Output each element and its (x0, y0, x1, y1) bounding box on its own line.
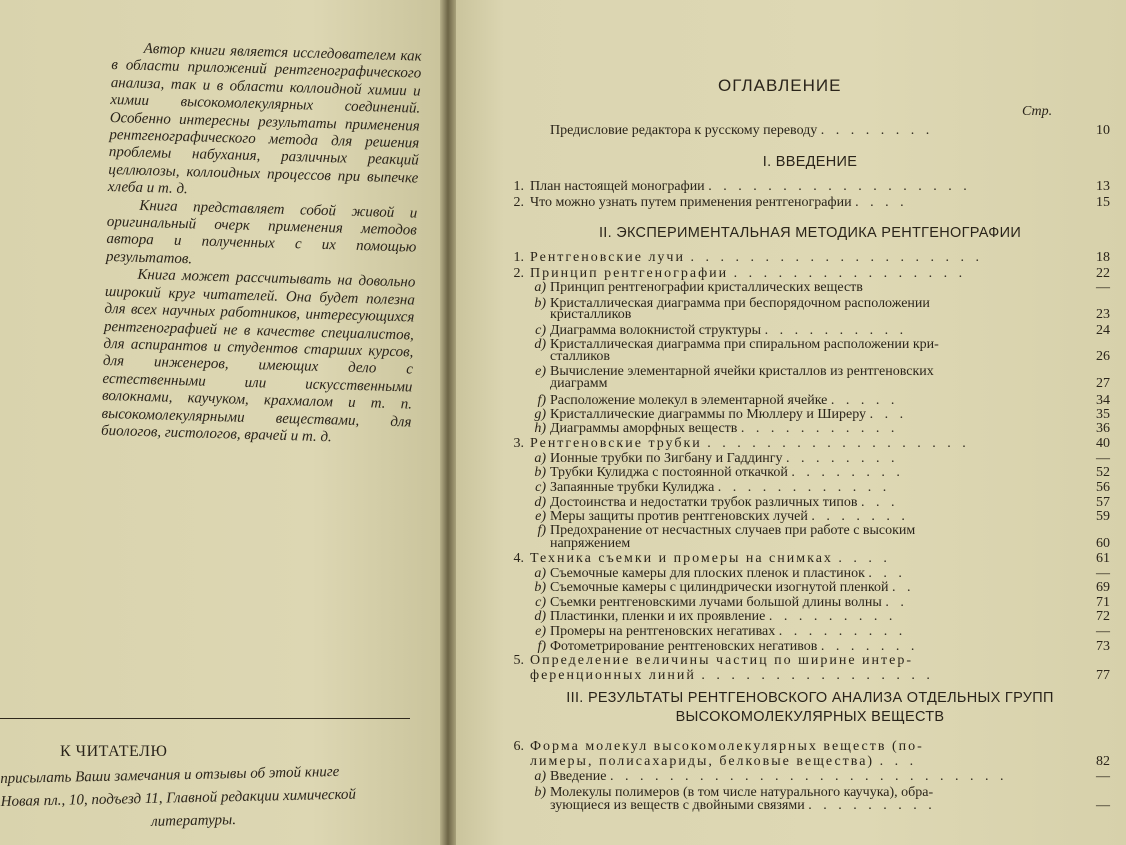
toc-entry-title: лимеры, полисахариды, белковые вещества) . . . (530, 754, 918, 769)
toc-entry-page: — (1096, 566, 1110, 581)
toc-entry-page: 36 (1096, 421, 1110, 436)
toc-entry-page: 71 (1096, 595, 1110, 610)
toc-entry-page: — (1096, 798, 1110, 813)
toc-title: ОГЛАВЛЕНИЕ (718, 76, 842, 95)
toc-entry-number: 6. (513, 739, 524, 754)
reader-note (0, 759, 421, 837)
page-column-label: Стр. (1022, 104, 1053, 119)
section-heading: II. ЭКСПЕРИМЕНТАЛЬНАЯ МЕТОДИКА РЕНТГЕНОГРАФИИ (598, 225, 1022, 241)
toc-entry (510, 667, 1110, 684)
toc-entry-page: 24 (1096, 323, 1110, 338)
toc-entry (510, 279, 1110, 296)
toc-entry-page: 56 (1096, 480, 1110, 495)
leader-dots: . . (885, 595, 908, 610)
toc-entry-title: Кристаллическая диаграмма при спиральном расположении кри- (550, 337, 939, 352)
toc-entry-page: — (1096, 451, 1110, 466)
leader-dots: . . . (860, 495, 899, 510)
book-gutter (440, 0, 456, 845)
toc-entry-title: Фотометрирование рентгеновских негативов . . . . . . . (550, 639, 919, 654)
reader-line: Новая пл., 10, подъезд 11, Главной редакции химической (0, 786, 357, 810)
leader-dots: . . . . . . . . (786, 451, 899, 466)
toc-entry-page: 27 (1096, 376, 1110, 391)
toc-entry-page: 61 (1096, 551, 1110, 566)
toc-entry-page: 59 (1096, 509, 1110, 524)
toc-entry-page: 57 (1096, 495, 1110, 510)
toc-entry (510, 797, 1110, 814)
toc-entry-number: e) (535, 364, 546, 379)
toc-entry-number: 2. (513, 266, 524, 281)
toc-entry-title: кристалликов (550, 307, 632, 322)
toc-entry-number: h) (534, 421, 546, 436)
toc-entry-number: 1. (513, 250, 524, 265)
leader-dots: . . . . . . . . . (768, 609, 897, 624)
toc-entry-page: 23 (1096, 307, 1110, 322)
toc-entry-title: Кристаллическая диаграмма при беспорядочном расположении (550, 296, 930, 311)
section-heading: ВЫСОКОМОЛЕКУЛЯРНЫХ ВЕЩЕСТВ (675, 709, 945, 725)
toc-entry-title: Вычисление элементарной ячейки кристаллов из рентгеновских (550, 364, 934, 379)
toc-entry-number: f) (537, 639, 546, 654)
reader-line: присылать Ваши замечания и отзывы об этой книге (0, 763, 340, 787)
toc-entry-title: Съемки рентгеновскими лучами большой длины волны . . (550, 595, 908, 610)
leader-dots: . . . . . . . . . . (764, 323, 908, 338)
toc-entry-page: — (1096, 769, 1110, 784)
toc-entry (510, 306, 1110, 323)
toc-entry-page: 13 (1096, 179, 1110, 194)
toc-entry-number: a) (534, 451, 546, 466)
section-heading: I. ВВЕДЕНИЕ (762, 154, 858, 170)
description-paragraph: Книга может рассчитывать на довольно широкий круг читателей. Она будет полезна для всех научных работников, интересующихся рентгенографией не в качестве специалистов, для аспирантов и студентов старших курсов, для инженеров, имеющих дело с естественными или искусственными волокнами, каучуком, крахмалом и т. п. высокомолекулярными веществами, для биологов, гистологов, врачей и т. д. (100, 267, 416, 446)
toc-entry-title: Принцип рентгенографии . . . . . . . . . . . . . . . . (530, 266, 967, 281)
toc-entry-page: 22 (1096, 266, 1110, 281)
reader-heading: К ЧИТАТЕЛЮ (60, 743, 168, 760)
toc-entry-title: Ионные трубки по Зигбану и Гаддингу . . . . . . . . (550, 451, 899, 466)
toc-entry-page: 18 (1096, 250, 1110, 265)
toc-entry-title: сталликов (550, 349, 611, 364)
toc-entry-page: 82 (1096, 754, 1110, 769)
toc-entry-number: d) (534, 609, 546, 624)
toc-entry-page: 69 (1096, 580, 1110, 595)
toc-entry-page: 77 (1096, 668, 1110, 683)
toc-entry-number: 1. (513, 179, 524, 194)
toc-entry-title: Кристаллические диаграммы по Мюллеру и Ширеру . . . (550, 407, 908, 422)
toc-entry-number: 3. (513, 436, 524, 451)
toc-entry-title: Форма молекул высокомолекулярных веществ (по- (530, 739, 924, 754)
toc-entry-title: Рентгеновские трубки . . . . . . . . . . . . . . . . . . (530, 436, 970, 451)
toc-entry-number: 2. (513, 195, 524, 210)
toc-entry-page: 34 (1096, 393, 1110, 408)
toc-entry-number: b) (534, 296, 546, 311)
book-description (101, 40, 422, 449)
divider (0, 718, 410, 719)
left-page (0, 0, 446, 845)
toc-entry-number: d) (534, 337, 546, 352)
toc-entry-title: Промеры на рентгеновских негативах . . . . . . . . . (550, 624, 907, 639)
toc-entry-page: 72 (1096, 609, 1110, 624)
toc-entry-number: c) (535, 323, 546, 338)
toc-entry-page: 52 (1096, 465, 1110, 480)
toc-entry (510, 249, 1110, 266)
toc-entry-page: — (1096, 624, 1110, 639)
leader-dots: . . . . . . . . . (778, 624, 907, 639)
toc-entry-title: Диаграмма волокнистой структуры . . . . . . . . . . (550, 323, 908, 338)
toc-entry-title: Определение величины частиц по ширине интер- (530, 653, 914, 668)
section-heading: III. РЕЗУЛЬТАТЫ РЕНТГЕНОВСКОГО АНАЛИЗА ОТДЕЛЬНЫХ ГРУПП (566, 690, 1054, 706)
toc-entry-page: — (1096, 280, 1110, 295)
toc-entry-page: 73 (1096, 639, 1110, 654)
toc-entry-title: Введение . . . . . . . . . . . . . . . . . . . . . . . . . . . (550, 769, 1008, 784)
leader-dots: . . . . (838, 551, 891, 566)
leader-dots: . . . . . (830, 393, 899, 408)
toc-entry-title: Молекулы полимеров (в том числе натурального каучука), обра- (550, 785, 934, 800)
leader-dots: . . . (879, 754, 918, 769)
toc-entry-title: диаграмм (550, 376, 608, 391)
toc-entry-page: 40 (1096, 436, 1110, 451)
toc-entry-title: Предохранение от несчастных случаев при работе с высоким (550, 523, 916, 538)
toc-entry-title: План настоящей монографии . . . . . . . . . . . . . . . . . . (530, 179, 971, 194)
toc-entry-number: e) (535, 624, 546, 639)
toc-entry-title: Трубки Кулиджа с постоянной откачкой . . . . . . . . (550, 465, 904, 480)
leader-dots: . . . . . . . . . (808, 798, 936, 813)
toc-entry-number: c) (535, 480, 546, 495)
leader-dots: . . (892, 580, 915, 595)
toc-entry-page: 26 (1096, 349, 1110, 364)
toc-entry-page: 15 (1096, 195, 1110, 210)
toc-entry-page: 35 (1096, 407, 1110, 422)
toc-entry (510, 178, 1110, 195)
leader-dots: . . . . . . . . . . . . (717, 480, 891, 495)
toc-entry-title: Что можно узнать путем применения рентгенографии . . . . (530, 195, 908, 210)
leader-dots: . . . (868, 566, 906, 581)
description-paragraph: Книга представляет собой живой и оригинальный очерк применения методов автора и полученных с их помощью результатов. (105, 197, 418, 268)
toc-entry-title: зующиеся из веществ с двойными связями . . . . . . . . . (550, 798, 936, 813)
toc-entry-number: b) (534, 465, 546, 480)
toc-entry-number: 5. (513, 653, 524, 668)
toc-entry-title: Диаграммы аморфных веществ . . . . . . . . . . . (550, 421, 899, 436)
toc-entry (510, 194, 1110, 211)
toc-entry-title: Пластинки, пленки и их проявление . . . . . . . . . (550, 609, 897, 624)
toc-entry-number: d) (534, 495, 546, 510)
toc-entry-number: f) (537, 393, 546, 408)
right-page (450, 0, 1126, 845)
reader-line: литературы. (150, 812, 237, 830)
leader-dots: . . . . . . . . . . . . . . . . . . (708, 179, 971, 194)
toc-entry-title: Расположение молекул в элементарной ячейке . . . . . (550, 393, 899, 408)
toc-entry-title: ференционных линий . . . . . . . . . . . . . . . . (530, 668, 934, 683)
toc-entry-title: Принцип рентгенографии кристаллических веществ (550, 280, 863, 295)
leader-dots: . . . . . . . . . . . . . . . . . . (707, 436, 970, 451)
leader-dots: . . . . . . . . . . . . . . . . . . . . . . . . . . . (609, 769, 1008, 784)
description-paragraph: Автор книги является исследователем как в области приложений рентгенографического анализа, так и в области коллоидной химии и химии высокомолекулярных соединений. Особенно интересны результаты применения рентгенографического метода для решения проблемы набухания, различных реакций целлюлозы, коллоидных процессов при выпечке хлеба и т. д. (107, 40, 422, 198)
toc-entry-number: f) (537, 523, 546, 538)
toc-entry-number: a) (534, 769, 546, 784)
leader-dots: . . . . . . . . (791, 465, 904, 480)
toc-entry (510, 768, 1110, 785)
leader-dots: . . . . . . . . . . . . . . . . . . . . (690, 250, 983, 265)
toc-entry-number: c) (535, 595, 546, 610)
toc-entry-title: Запаянные трубки Кулиджа . . . . . . . . . . . . (550, 480, 891, 495)
toc-entry-number: a) (534, 566, 546, 581)
toc-entry (510, 375, 1110, 392)
toc-preface: Предисловие редактора к русскому переводу . . . . . . . . 10 (550, 123, 1110, 138)
toc-entry-page: 60 (1096, 536, 1110, 551)
leader-dots: . . . . . . . (811, 509, 909, 524)
toc-entry-number: a) (534, 280, 546, 295)
leader-dots: . . . . . . . . . . . (740, 421, 899, 436)
toc-entry-title: Съемочные камеры для плоских пленок и пластинок . . . (550, 566, 906, 581)
toc-entry-number: 4. (513, 551, 524, 566)
toc-entry-title: Рентгеновские лучи . . . . . . . . . . . . . . . . . . . . (530, 250, 983, 265)
toc-entry-title: напряжением (550, 536, 631, 551)
toc-entry-number: e) (535, 509, 546, 524)
toc-entry-number: b) (534, 785, 546, 800)
leader-dots: . . . . (855, 195, 908, 210)
toc-entry-title: Съемочные камеры с цилиндрически изогнутой пленкой . . (550, 580, 915, 595)
toc-entry-title: Меры защиты против рентгеновских лучей . . . . . . . (550, 509, 909, 524)
toc-entry-title: Достоинства и недостатки трубок различных типов . . . (550, 495, 899, 510)
toc-entry-number: g) (534, 407, 546, 422)
toc-entry-number: b) (534, 580, 546, 595)
leader-dots: . . . (869, 407, 908, 422)
leader-dots: . . . . . . . . . . . . . . . . (701, 668, 934, 683)
leader-dots: . . . . . . . (820, 639, 919, 654)
toc-entry-title: Техника съемки и промеры на снимках . . . . (530, 551, 891, 566)
leader-dots: . . . . . . . . . . . . . . . . (733, 266, 967, 281)
